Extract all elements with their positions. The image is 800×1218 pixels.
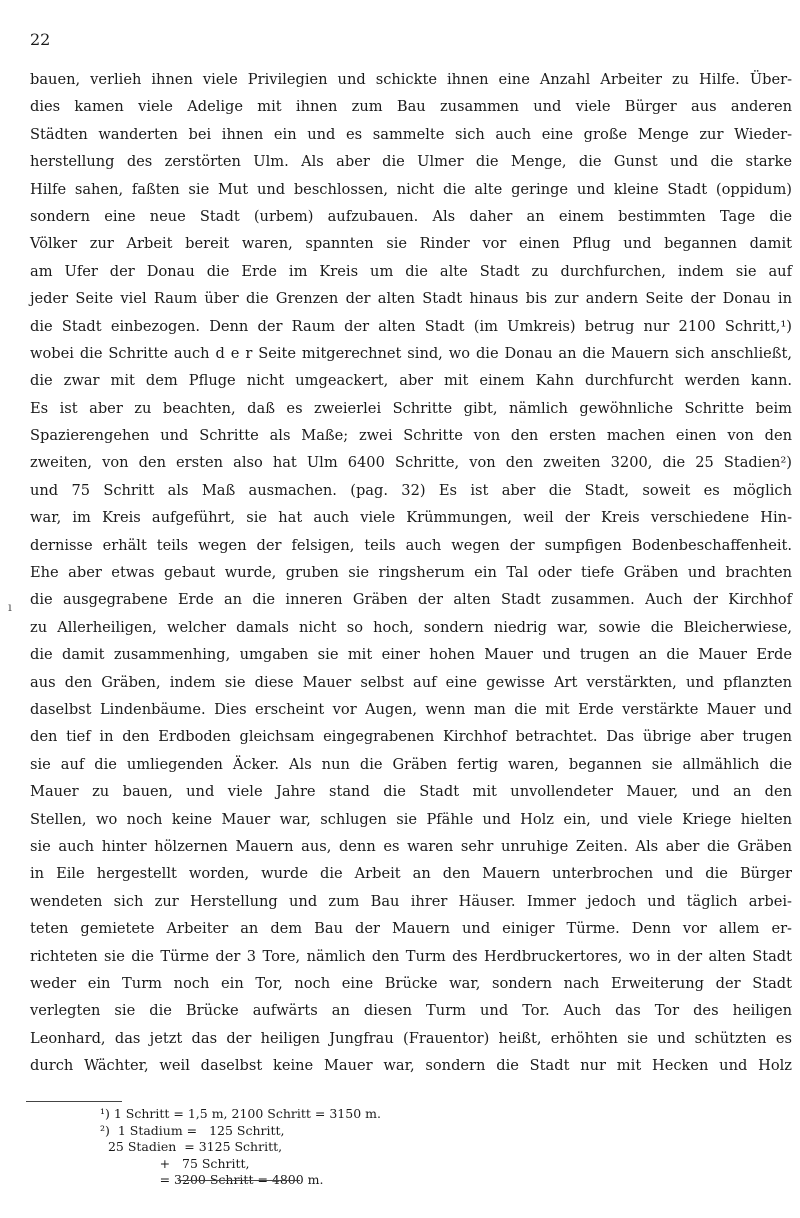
body-line: Leonhard, das jetzt das der heiligen Jungfrau (Frauentor) heißt, erhöhten sie und schützten es (30, 1029, 792, 1047)
body-line: war, im Kreis aufgeführt, sie hat auch viele Krümmungen, weil der Kreis verschiedene Hin- (30, 509, 792, 527)
body-line: Völker zur Arbeit bereit waren, spannten sie Rinder vor einen Pflug und begannen damit (30, 235, 792, 253)
body-line: Ehe aber etwas gebaut wurde, gruben sie ringsherum ein Tal oder tiefe Gräben und brachten (30, 564, 792, 582)
footnote-2-line-4: = 3200 Schritt = 4800 m. (100, 1172, 324, 1187)
body-line: den tief in den Erdboden gleichsam eingegrabenen Kirchhof betrachtet. Das übrige aber trugen (30, 728, 792, 746)
body-line: und 75 Schritt als Maß ausmachen. (pag. 32) Es ist aber die Stadt, soweit es möglich (30, 481, 792, 499)
body-line: zu Allerheiligen, welcher damals nicht so hoch, sondern niedrig war, sowie die Bleicherwiese, (30, 618, 792, 636)
body-line: aus den Gräben, indem sie diese Mauer selbst auf eine gewisse Art verstärkten, und pflanzten (30, 673, 792, 691)
body-line: herstellung des zerstörten Ulm. Als aber die Ulmer die Menge, die Gunst und die starke (30, 153, 792, 171)
footnote-2-line-1: ²) 1 Stadium = 125 Schritt, (100, 1122, 285, 1138)
footnote-sum-rule (178, 1180, 300, 1181)
body-line: verlegten sie die Brücke aufwärts an diesen Turm und Tor. Auch das Tor des heiligen (30, 1002, 792, 1020)
body-line: die Stadt einbezogen. Denn der Raum der alten Stadt (im Umkreis) betrug nur 2100 Schritt,¹) (30, 317, 792, 335)
body-line: die damit zusammenhing, umgaben sie mit einer hohen Mauer und trugen an die Mauer Erde (30, 646, 792, 664)
page-number: 22 (30, 30, 51, 49)
body-line: am Ufer der Donau die Erde im Kreis um die alte Stadt zu durchfurchen, indem sie auf (30, 262, 792, 280)
body-line: wobei die Schritte auch d e r Seite mitgerechnet sind, wo die Donau an die Mauern sich anschließt, (30, 344, 792, 362)
footnote-1: ¹) 1 Schritt = 1,5 m, 2100 Schritt = 3150 m. (100, 1106, 381, 1121)
footnote-2-line-3: + 75 Schritt, (100, 1155, 250, 1171)
body-line: Städten wanderten bei ihnen ein und es sammelte sich auch eine große Menge zur Wieder- (30, 125, 792, 143)
body-line: teten gemietete Arbeiter an dem Bau der Mauern und einiger Türme. Denn vor allem er- (30, 920, 792, 938)
body-text (30, 66, 792, 1079)
body-line: Mauer zu bauen, und viele Jahre stand die Stadt mit unvollendeter Mauer, und an den (30, 783, 792, 801)
body-line: zweiten, von den ersten also hat Ulm 6400 Schritte, von den zweiten 3200, die 25 Stadien²) (30, 454, 792, 472)
body-line: wendeten sich zur Herstellung und zum Bau ihrer Häuser. Immer jedoch und täglich arbei- (30, 892, 792, 910)
body-line: in Eile hergestellt worden, wurde die Arbeit an den Mauern unterbrochen und die Bürger (30, 865, 792, 883)
body-line: sie auch hinter hölzernen Mauern aus, denn es waren sehr unruhige Zeiten. Als aber die Gräben (30, 837, 792, 855)
body-line: sie auf die umliegenden Äcker. Als nun die Gräben fertig waren, begannen sie allmählich die (30, 755, 792, 773)
body-line: die ausgegrabene Erde an die inneren Gräben der alten Stadt zusammen. Auch der Kirchhof (30, 591, 792, 609)
body-line: sondern eine neue Stadt (urbem) aufzubauen. Als daher an einem bestimmten Tage die (30, 207, 792, 225)
body-line: daselbst Lindenbäume. Dies erscheint vor Augen, wenn man die mit Erde verstärkte Mauer und (30, 700, 792, 718)
footnote-separator (26, 1101, 122, 1102)
body-line: dies kamen viele Adelige mit ihnen zum Bau zusammen und viele Bürger aus anderen (30, 98, 792, 116)
body-line: Spazierengehen und Schritte als Maße; zwei Schritte von den ersten machen einen von den (30, 427, 792, 445)
footnotes (100, 1106, 520, 1189)
footnote-2-line-2: 25 Stadien = 3125 Schritt, (100, 1139, 283, 1154)
body-line: Hilfe sahen, faßten sie Mut und beschlossen, nicht die alte geringe und kleine Stadt (oppidum) (30, 180, 792, 198)
body-line: dernisse erhält teils wegen der felsigen, teils auch wegen der sumpfigen Bodenbeschaffenheit. (30, 536, 792, 554)
body-line: jeder Seite viel Raum über die Grenzen der alten Stadt hinaus bis zur andern Seite der Donau in (30, 290, 792, 308)
body-line: richteten sie die Türme der 3 Tore, nämlich den Turm des Herdbruckertores, wo in der alten Stadt (30, 947, 792, 965)
body-line: die zwar mit dem Pfluge nicht umgeackert, aber mit einem Kahn durchfurcht werden kann. (30, 372, 792, 390)
body-line: bauen, verlieh ihnen viele Privilegien und schickte ihnen eine Anzahl Arbeiter zu Hilfe. Über- (30, 71, 792, 88)
margin-mark: ı (8, 600, 12, 614)
body-line: weder ein Turm noch ein Tor, noch eine Brücke war, sondern nach Erweiterung der Stadt (30, 974, 792, 992)
body-line: durch Wächter, weil daselbst keine Mauer war, sondern die Stadt nur mit Hecken und Holz (30, 1057, 792, 1075)
body-line: Es ist aber zu beachten, daß es zweierlei Schritte gibt, nämlich gewöhnliche Schritte beim (30, 399, 792, 417)
body-line: Stellen, wo noch keine Mauer war, schlugen sie Pfähle und Holz ein, und viele Kriege hielten (30, 810, 792, 828)
